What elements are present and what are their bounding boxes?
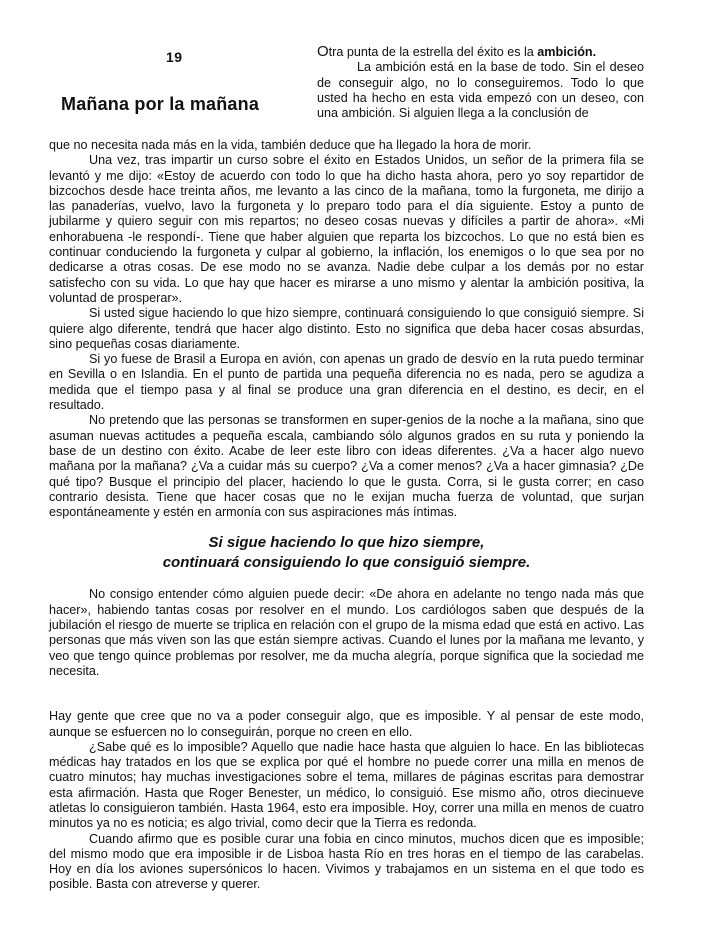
intro-first-line: [317, 44, 644, 60]
body-paragraph-1: [49, 153, 644, 306]
body-paragraph-5-text: No consigo entender cómo alguien puede decir: «De ahora en adelante no tengo nada más que hacer», habiendo tantas cosas por resolver en el mundo. Los cardiólogos saben que después de la jubilación el riesgo de muerte se triplica en relación con el grupo de la misma edad que está en activo. Las personas que más viven son las que están siempre activas. Cuando el lunes por la mañana me levanto, y veo que tengo quince problemas por resolver, me da mucha alegría, porque significa que la sociedad me necesita.: [49, 587, 644, 678]
pull-quote-line-2: continuará consiguiendo lo que consiguió siempre.: [162, 554, 531, 572]
chapter-number: 19: [166, 49, 183, 65]
body-paragraph-8-text: Cuando afirmo que es posible curar una fobia en cinco minutos, muchos dicen que es imposible; del mismo modo que era imposible ir de Lisboa hasta Río en tres horas en el tiempo de las carabelas. Hoy en día los aviones supersónicos lo hacen. Vivimos y trabajamos en un sistema en el que todo es posible. Basta con atreverse y querer.: [49, 831, 644, 892]
pull-quote: [49, 533, 644, 573]
intro-keyword: ambición.: [537, 45, 597, 59]
chapter-header: [49, 44, 644, 138]
intro-paragraph: [317, 60, 644, 121]
book-page: [49, 44, 644, 893]
chapter-title: Mañana por la mañana: [61, 94, 260, 114]
body-paragraph-7: [49, 740, 644, 832]
body-paragraph-2-text: Si usted sigue haciendo lo que hizo siempre, continuará consiguiendo lo que consiguió siempre. Si quiere algo diferente, tendrá que hacer algo distinto. Esto no significa que deba hacer cosas absurdas, sino pequeñas cosas diariamente.: [49, 306, 644, 351]
intro-paragraph-text: La ambición está en la base de todo. Sin el deseo de conseguir algo, no lo conseguiremos. Todo lo que usted ha hecho en esta vida empezó con un deseo, con una ambición. Si alguien llega a la conclusión de: [317, 60, 644, 121]
intro-dropcap: O: [317, 43, 329, 60]
intro-column: [317, 44, 644, 121]
body-paragraph-1-text: Una vez, tras impartir un curso sobre el éxito en Estados Unidos, un señor de la primera fila se levantó y me dijo: «Estoy de acuerdo con todo lo que ha dicho hasta ahora, pero yo soy repartidor de bizcochos desde hace treinta años, me levanto a las cinco de la mañana, tomo la furgoneta, me dirijo a las panaderías, vuelvo, lavo la furgoneta y lo preparo todo para el día siguiente. Estoy a punto de jubilarme y quiero seguir con mis repartos; no deseo cosas nuevas y difíciles a partir de ahora». «Mi enhorabuena -le respondí-. Tiene que haber alguien que reparta los bizcochos. Lo que no está bien es continuar conduciendo la furgoneta y culpar al gobierno, la inflación, los enemigos o lo que sea por no dedicarse a otras cosas. De ese modo no se avanza. Nadie debe culpar a los demás por no estar satisfecho con su vida. Lo que hay que hacer es mirarse a uno mismo y alentar la ambición positiva, la voluntad de prosperar».: [49, 153, 644, 305]
body-paragraph-5: [49, 587, 644, 679]
body-paragraph-4-text: No pretendo que las personas se transformen en super-genios de la noche a la mañana, sino que asuman nuevas actitudes a pequeña escala, cambiando sólo algunos grados en su ruta y poniendo la base de un destino con éxito. Acabe de leer este libro con ideas diferentes. ¿Va a hacer algo nuevo mañana por la mañana? ¿Va a cuidar más su cuerpo? ¿Va a comer menos? ¿Va a hacer gimnasia? ¿De qué tipo? Busque el principio del placer, haciendo lo que le gusta. Corra, si le gusta correr; en caso contrario desista. Tiene que hacer cosas que no le exijan mucha fuerza de voluntad, que surjan espontáneamente y estén en armonía con sus aspiraciones más íntimas.: [49, 413, 644, 520]
body-paragraph-2: [49, 306, 644, 352]
body-paragraph-3: [49, 352, 644, 413]
section-gap: [49, 679, 644, 709]
body-paragraph-7-text: ¿Sabe qué es lo imposible? Aquello que nadie hace hasta que alguien lo hace. En las bibliotecas médicas hay tratados en los que se explica por qué el hombre no puede correr una milla en menos de cuatro minutos; hay muchas investigaciones sobre el tema, millares de páginas escritas para demostrar esta afirmación. Hasta que Roger Benester, un médico, lo consiguió. Ese mismo año, otros diecinueve atletas lo consiguieron también. Hasta 1964, esto era imposible. Hoy, correr una milla en menos de cuatro minutos ya no es noticia; es algo trivial, como decir que la Tierra es redonda.: [49, 739, 644, 831]
body-paragraph-8: [49, 832, 644, 893]
pull-quote-line-1: Si sigue haciendo lo que hizo siempre,: [208, 534, 485, 552]
body-paragraph-4: [49, 413, 644, 520]
intro-continuation: que no necesita nada más en la vida, también deduce que ha llegado la hora de morir.: [49, 138, 532, 152]
body-paragraph-3-text: Si yo fuese de Brasil a Europa en avión, con apenas un grado de desvío en la ruta puedo terminar en Sevilla o en Islandia. En el punto de partida una pequeña diferencia no es nada, pero se agudiza a medida que el tiempo pasa y al final se produce una gran diferencia en el destino, es decir, en el resultado.: [49, 352, 644, 413]
intro-first-line-text: tra punta de la estrella del éxito es la: [328, 45, 538, 59]
body-paragraph-6: Hay gente que cree que no va a poder conseguir algo, que es imposible. Y al pensar de este modo, aunque se esfuercen no lo conseguirán, porque no creen en ello.: [49, 709, 644, 739]
